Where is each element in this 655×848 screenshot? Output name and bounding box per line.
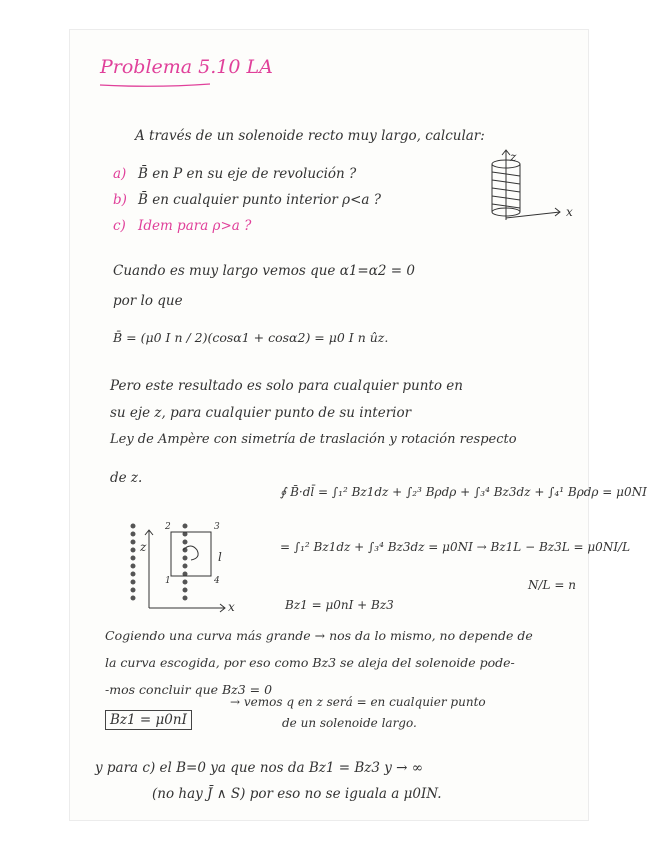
ampere-loop-sketch: [125, 520, 245, 615]
item-c-label: c): [113, 218, 126, 234]
paragraph-2-line-1: Pero este resultado es solo para cualquier punto en: [110, 378, 463, 394]
item-a-text: B̄ en P en su eje de revolución ?: [138, 166, 357, 182]
paragraph-1-line-1: Cuando es muy largo vemos que α1=α2 = 0: [113, 263, 415, 279]
paragraph-2-line-4: de z.: [110, 470, 143, 486]
fig1-x-label: x: [566, 205, 573, 219]
paragraph-4-line-2: (no hay J̄ ∧ S) por eso no se iguala a μ0IN.: [152, 786, 442, 802]
paragraph-1-line-2: por lo que: [113, 293, 183, 309]
paragraph-3-line-3: -mos concluir que Bz3 = 0: [105, 682, 273, 697]
equation-2: ∮ B̄·dl̄ = ∫₁² Bz1dz + ∫₂³ Bρdρ + ∫₃⁴ Bz3dz + ∫₄¹ Bρdρ = μ0NI: [280, 485, 647, 499]
fig2-z-label: z: [140, 540, 147, 554]
paragraph-2-line-3: Ley de Ampère con simetría de traslación y rotación respecto: [110, 432, 517, 447]
item-b-text: B̄ en cualquier punto interior ρ<a ?: [138, 192, 381, 208]
boxed-result: Bz1 = μ0nI: [105, 710, 192, 730]
item-a-label: a): [113, 166, 127, 182]
paragraph-2-line-2: su eje z, para cualquier punto de su interior: [110, 405, 412, 421]
equation-5: Bz1 = μ0nI + Bz3: [285, 598, 394, 612]
equation-4: N/L = n: [528, 578, 576, 592]
fig2-corner-2: 2: [165, 522, 171, 532]
solenoid-sketch: [488, 150, 578, 230]
paragraph-4-line-1: y para c) el B=0 ya que nos da Bz1 = Bz3 y → ∞: [95, 760, 424, 776]
problem-statement: A través de un solenoide recto muy largo, calcular:: [135, 128, 485, 144]
equation-1: B̄ = (μ0 I n / 2)(cosα1 + cosα2) = μ0 I n ûz.: [113, 330, 389, 345]
item-c-text: Idem para ρ>a ?: [138, 218, 252, 234]
fig2-corner-3: 3: [214, 522, 220, 532]
title-underline: [100, 82, 210, 88]
paragraph-3-line-1: Cogiendo una curva más grande → nos da lo mismo, no depende de: [105, 628, 533, 643]
fig2-ell-label: l: [218, 550, 222, 564]
page-title: Problema 5.10 LA: [100, 56, 273, 78]
fig2-corner-1: 1: [165, 576, 171, 586]
fig2-x-label: x: [228, 600, 235, 614]
fig2-corner-4: 4: [214, 576, 220, 586]
fig1-z-label: z: [510, 150, 517, 164]
paragraph-3b-line-2: de un solenoide largo.: [282, 716, 417, 730]
equation-3: = ∫₁² Bz1dz + ∫₃⁴ Bz3dz = μ0NI → Bz1L − Bz3L = μ0NI/L: [280, 540, 631, 554]
paragraph-3-line-2: la curva escogida, por eso como Bz3 se aleja del solenoide pode-: [105, 655, 515, 670]
paragraph-3b-line-1: → vemos q en z será = en cualquier punto: [230, 695, 486, 709]
item-b-label: b): [113, 192, 127, 208]
